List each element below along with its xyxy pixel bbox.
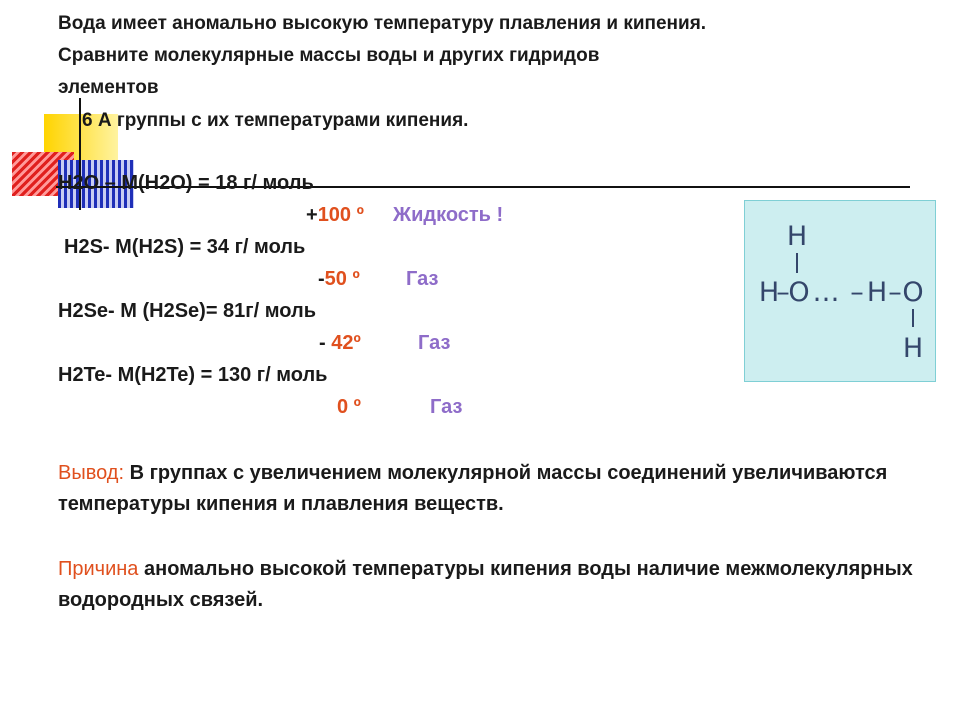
water-dimer-panel (744, 200, 936, 382)
conclusion-text: В группах с увеличением молекулярной массы соединений увеличиваются температуры кипения и плавления веществ. (58, 462, 888, 515)
compound-h2te-formula: H2Te- M(H2Te) = 130 г/ моль (58, 364, 328, 386)
atom-h-left: H (758, 277, 780, 308)
compound-h2te-state: Газ (430, 396, 463, 418)
compound-h2se-state: Газ (418, 332, 451, 354)
heading-line-2: Сравните молекулярные массы воды и других гидридов (58, 45, 600, 66)
heading-line-4: 6 А группы с их температурами кипения. (82, 110, 469, 131)
compound-h2s-formula: H2S- M(H2S) = 34 г/ моль (64, 236, 306, 258)
compound-h2se-formula: H2Se- M (H2Se)= 81г/ моль (58, 300, 316, 322)
heading-line-1: Вода имеет аномально высокую температуру плавления и кипения. (58, 13, 707, 34)
heading-line-3: элементов (58, 77, 159, 98)
atom-o-left: O (788, 277, 810, 308)
water-dimer-diagram (745, 201, 935, 381)
atom-o-right: O (902, 277, 924, 308)
conclusion-paragraph (58, 458, 918, 520)
atom-h-mid: H (866, 277, 888, 308)
hydrogen-bond-dots: … (812, 277, 840, 308)
reason-text: аномально высокой температуры кипения воды наличие межмолекулярных водородных связей. (58, 558, 913, 611)
bond-right: – (888, 277, 902, 308)
atom-h-top: H (786, 221, 808, 252)
compound-h2se-temp: - 42º (319, 332, 361, 354)
compound-h2o-state: Жидкость ! (393, 204, 504, 226)
compound-h2s-state: Газ (406, 268, 439, 290)
compound-h2o-formula: H2O – M(H2O) = 18 г/ моль (58, 172, 314, 194)
reason-paragraph (58, 554, 918, 616)
compound-h2s-temp: -50 º (318, 268, 360, 290)
compound-h2o-temp: +100 º (306, 204, 364, 226)
compound-h2te-temp: 0 º (337, 396, 361, 418)
bond-left: – (776, 277, 790, 308)
bond-mid: – (850, 277, 864, 308)
atom-h-bottom: H (902, 333, 924, 364)
conclusion-label: Вывод: (58, 462, 125, 484)
reason-label: Причина (58, 558, 139, 580)
